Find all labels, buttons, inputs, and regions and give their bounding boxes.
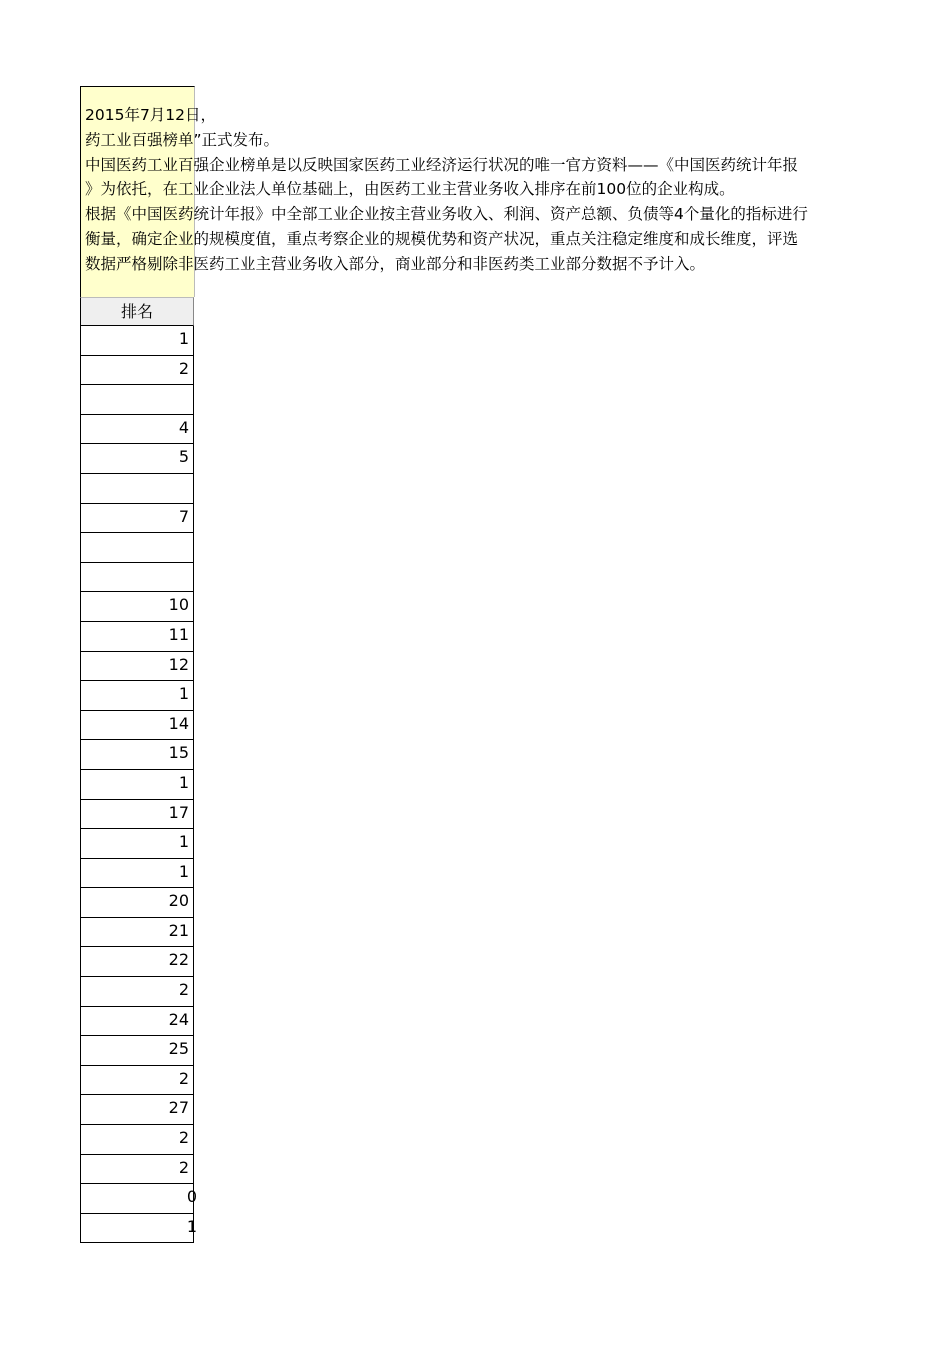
rank-value: 15: [168, 743, 189, 763]
comment-line: 中国医药工业百强企业榜单是以反映国家医药工业经济运行状况的唯一官方资料——《中国医药统计年报: [85, 155, 799, 174]
rank-value: 14: [168, 713, 189, 733]
rank-value: 1: [178, 832, 189, 852]
rank-cell[interactable]: [80, 474, 194, 504]
rank-cell[interactable]: [80, 977, 194, 1007]
rank-header[interactable]: 排名: [80, 297, 194, 326]
rank-value: 1: [178, 861, 189, 881]
rank-cell[interactable]: [80, 652, 194, 682]
rank-value: 10: [168, 595, 189, 615]
rank-value: 2: [178, 1128, 189, 1148]
rank-cell[interactable]: [80, 1214, 197, 1244]
rank-cell[interactable]: [80, 356, 194, 386]
rank-cell[interactable]: [80, 918, 194, 948]
rank-cell[interactable]: [80, 947, 194, 977]
comment-line: 2015年7月12日，: [85, 106, 217, 124]
rank-value: 2: [178, 1157, 189, 1177]
rank-value: 4: [178, 417, 189, 437]
comment-line: 》为依托，在工业企业法人单位基础上，由医药工业主营业务收入排序在前100位的企业构成。: [85, 180, 735, 199]
rank-value: 1: [186, 1216, 197, 1236]
rank-cell[interactable]: [80, 326, 194, 356]
rank-value: 27: [168, 1098, 189, 1118]
rank-cell[interactable]: [80, 740, 194, 770]
rank-value: 1: [178, 684, 189, 704]
rank-table: [80, 297, 197, 1243]
rank-value: 2: [178, 358, 189, 378]
rank-value: 1: [178, 772, 189, 792]
comment-line: 药工业百强榜单”正式发布。: [85, 130, 280, 149]
rank-value: 25: [168, 1039, 189, 1059]
rank-cell[interactable]: [80, 829, 194, 859]
rank-cell[interactable]: [80, 563, 194, 593]
rank-cell[interactable]: [80, 888, 194, 918]
rank-cell[interactable]: [80, 1155, 194, 1185]
rank-cell[interactable]: [80, 1184, 197, 1214]
rank-value: 1: [178, 329, 189, 348]
rank-value: 20: [168, 891, 189, 911]
comment-line: 根据《中国医药统计年报》中全部工业企业按主营业务收入、利润、资产总额、负债等4个量化的指标进行: [85, 205, 808, 224]
rank-cell[interactable]: [80, 1095, 194, 1125]
rank-value: 7: [178, 506, 189, 526]
rank-cell[interactable]: [80, 681, 194, 711]
comment-line: 衡量，确定企业的规模度值，重点考察企业的规模优势和资产状况，重点关注稳定维度和成长维度，评选: [85, 229, 799, 248]
rank-cell[interactable]: [80, 415, 194, 445]
rank-cell[interactable]: [80, 1125, 194, 1155]
rank-cell[interactable]: [80, 592, 194, 622]
rank-cell[interactable]: [80, 770, 194, 800]
rank-cell[interactable]: [80, 1007, 194, 1037]
rank-cell[interactable]: [80, 800, 194, 830]
rank-value: 2: [178, 980, 189, 1000]
rank-value: 2: [178, 1068, 189, 1088]
rank-cell[interactable]: [80, 385, 194, 415]
rank-value: 24: [168, 1009, 189, 1029]
rank-value: 5: [178, 447, 189, 467]
rank-cell[interactable]: [80, 444, 194, 474]
rank-cell[interactable]: [80, 533, 194, 563]
rank-cell[interactable]: [80, 1066, 194, 1096]
rank-value: 17: [168, 802, 189, 822]
rank-value: 21: [168, 920, 189, 940]
rank-cell[interactable]: [80, 622, 194, 652]
rank-cell[interactable]: [80, 859, 194, 889]
rank-value: 0: [186, 1187, 197, 1207]
comment-text: [85, 103, 925, 277]
rank-value: 22: [168, 950, 189, 970]
rank-value: 11: [168, 624, 189, 644]
rank-cell[interactable]: [80, 1036, 194, 1066]
rank-cell[interactable]: [80, 711, 194, 741]
rank-value: 12: [168, 654, 189, 674]
comment-line: 数据严格剔除非医药工业主营业务收入部分，商业部分和非医药类工业部分数据不予计入。: [85, 254, 706, 273]
rank-cell[interactable]: [80, 504, 194, 534]
